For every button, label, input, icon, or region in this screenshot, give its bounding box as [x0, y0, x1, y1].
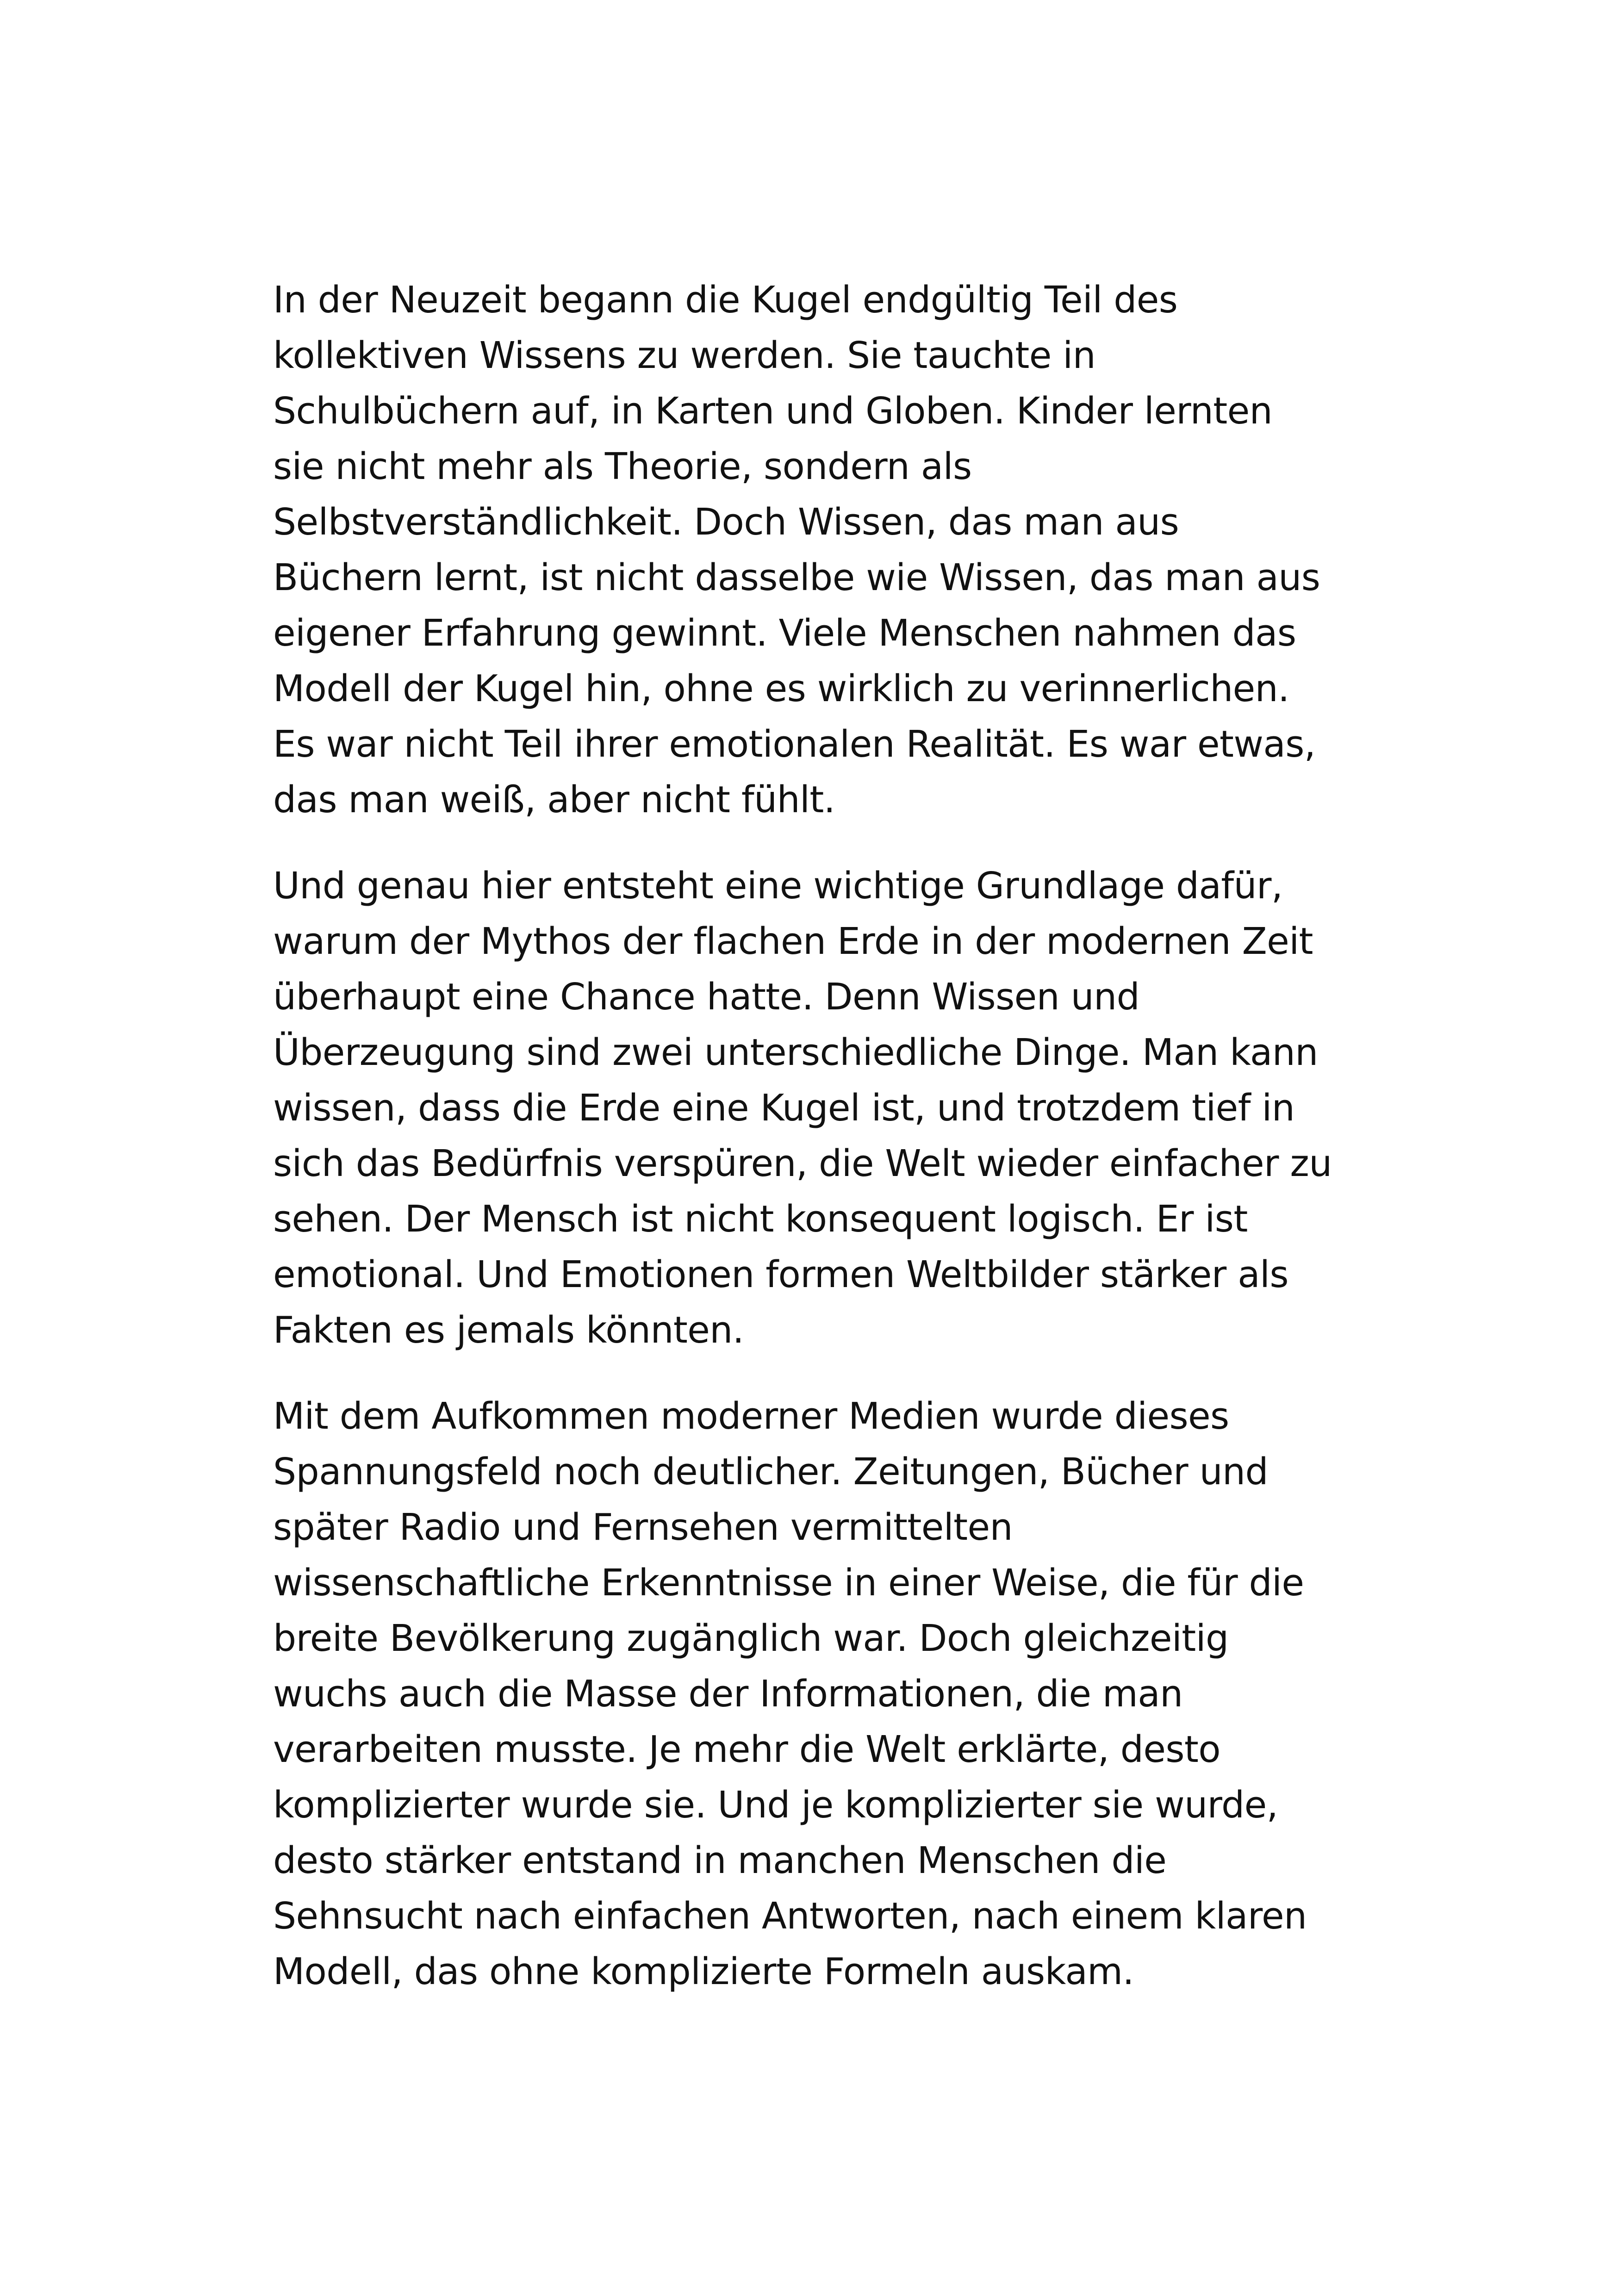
body-text [273, 272, 1356, 1999]
text-line: Selbstverständlichkeit. Doch Wissen, das man aus [273, 501, 1179, 543]
text-line: Spannungsfeld noch deutlicher. Zeitungen, Bücher und [273, 1450, 1269, 1493]
paragraph-2 [273, 858, 1356, 1358]
text-line: wissenschaftliche Erkenntnisse in einer Weise, die für die [273, 1562, 1304, 1604]
text-line: Mit dem Aufkommen moderner Medien wurde dieses [273, 1395, 1229, 1437]
text-line: komplizierter wurde sie. Und je komplizierter sie wurde, [273, 1784, 1278, 1826]
text-line: Modell der Kugel hin, ohne es wirklich zu verinnerlichen. [273, 667, 1289, 710]
text-line: Schulbüchern auf, in Karten und Globen. Kinder lernten [273, 390, 1273, 432]
text-line: später Radio und Fernsehen vermittelten [273, 1506, 1013, 1549]
text-line: sich das Bedürfnis verspüren, die Welt wieder einfacher zu [273, 1142, 1332, 1185]
paragraph-1 [273, 272, 1356, 828]
text-line: emotional. Und Emotionen formen Weltbilder stärker als [273, 1253, 1288, 1296]
text-line: verarbeiten musste. Je mehr die Welt erklärte, desto [273, 1728, 1220, 1771]
text-line: In der Neuzeit begann die Kugel endgültig Teil des [273, 279, 1178, 321]
text-line: Sehnsucht nach einfachen Antworten, nach einem klaren [273, 1895, 1307, 1937]
text-line: Fakten es jemals könnten. [273, 1309, 744, 1351]
text-line: Und genau hier entsteht eine wichtige Grundlage dafür, [273, 865, 1283, 907]
text-line: eigener Erfahrung gewinnt. Viele Menschen nahmen das [273, 612, 1296, 654]
text-line: das man weiß, aber nicht fühlt. [273, 778, 835, 821]
text-line: sie nicht mehr als Theorie, sondern als [273, 445, 972, 488]
text-line: wissen, dass die Erde eine Kugel ist, und trotzdem tief in [273, 1087, 1295, 1129]
text-line: kollektiven Wissens zu werden. Sie tauchte in [273, 334, 1096, 377]
text-line: Es war nicht Teil ihrer emotionalen Realität. Es war etwas, [273, 723, 1316, 765]
text-line: Büchern lernt, ist nicht dasselbe wie Wissen, das man aus [273, 556, 1320, 599]
text-line: desto stärker entstand in manchen Menschen die [273, 1839, 1167, 1882]
text-line: Modell, das ohne komplizierte Formeln auskam. [273, 1950, 1134, 1993]
text-line: wuchs auch die Masse der Informationen, die man [273, 1673, 1183, 1715]
paragraph-3 [273, 1388, 1356, 1999]
text-line: sehen. Der Mensch ist nicht konsequent logisch. Er ist [273, 1198, 1248, 1240]
text-line: Überzeugung sind zwei unterschiedliche Dinge. Man kann [273, 1031, 1318, 1074]
text-line: überhaupt eine Chance hatte. Denn Wissen und [273, 976, 1140, 1018]
text-line: breite Bevölkerung zugänglich war. Doch gleichzeitig [273, 1617, 1229, 1660]
text-line: warum der Mythos der flachen Erde in der modernen Zeit [273, 920, 1313, 963]
